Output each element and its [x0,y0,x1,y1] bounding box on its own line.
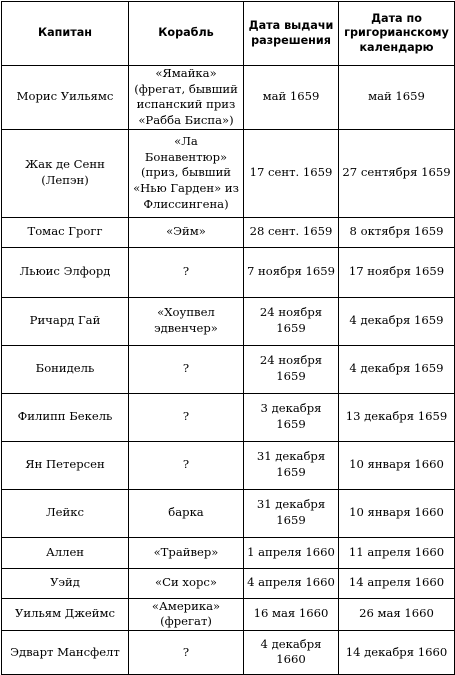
header-gregorian-date: Дата по григорианскому календарю [339,2,455,66]
header-issue-date: Дата выдачи разрешения [244,2,339,66]
ship-cell: «Хоупвел эдвенчер» [129,297,244,345]
table-row [2,345,455,393]
gregorian-date-cell: 13 декабря 1659 [339,393,455,441]
header-captain: Капитан [2,2,129,66]
table-row [2,568,455,598]
table-row [2,441,455,489]
captain-cell: Морис Уильямс [2,66,129,130]
issue-date-cell: 17 сент. 1659 [244,129,339,217]
gregorian-date-cell: 10 января 1660 [339,441,455,489]
captain-cell: Эдварт Мансфелт [2,630,129,674]
gregorian-date-cell: 17 ноября 1659 [339,247,455,297]
ship-cell: ? [129,393,244,441]
captain-cell: Филипп Бекель [2,393,129,441]
ship-cell: «Ямайка» (фрегат, бывший испанский приз «Рабба Биспа») [129,66,244,130]
issue-date-cell: 3 декабря 1659 [244,393,339,441]
issue-date-cell: 1 апреля 1660 [244,537,339,568]
gregorian-date-cell: 8 октября 1659 [339,217,455,247]
issue-date-cell: 24 ноября 1659 [244,297,339,345]
issue-date-cell: 16 мая 1660 [244,598,339,630]
table-row [2,217,455,247]
table-row [2,297,455,345]
header-row [2,2,455,66]
gregorian-date-cell: 4 декабря 1659 [339,297,455,345]
table-row [2,598,455,630]
captain-cell: Бонидель [2,345,129,393]
ship-cell: ? [129,441,244,489]
issue-date-cell: 28 сент. 1659 [244,217,339,247]
gregorian-date-cell: 27 сентября 1659 [339,129,455,217]
table-row [2,247,455,297]
gregorian-date-cell: 4 декабря 1659 [339,345,455,393]
issue-date-cell: май 1659 [244,66,339,130]
ship-cell: «Эйм» [129,217,244,247]
gregorian-date-cell: 14 декабря 1660 [339,630,455,674]
captain-cell: Аллен [2,537,129,568]
ship-cell: «Си хорс» [129,568,244,598]
gregorian-date-cell: май 1659 [339,66,455,130]
captain-cell: Томас Грогг [2,217,129,247]
table-row [2,66,455,130]
ship-cell: ? [129,345,244,393]
issue-date-cell: 24 ноября 1659 [244,345,339,393]
ship-cell: ? [129,247,244,297]
ship-cell: ? [129,630,244,674]
gregorian-date-cell: 26 мая 1660 [339,598,455,630]
privateer-commissions-table [1,1,455,675]
header-ship: Корабль [129,2,244,66]
gregorian-date-cell: 10 января 1660 [339,489,455,537]
ship-cell: «Америка» (фрегат) [129,598,244,630]
captain-cell: Уэйд [2,568,129,598]
captain-cell: Жак де Сенн (Лепэн) [2,129,129,217]
captain-cell: Льюис Элфорд [2,247,129,297]
ship-cell: «Ла Бонавентюр» (приз, бывший «Нью Гарден» из Флиссингена) [129,129,244,217]
table-row [2,129,455,217]
issue-date-cell: 31 декабря 1659 [244,441,339,489]
table-row [2,630,455,674]
ship-cell: барка [129,489,244,537]
issue-date-cell: 4 апреля 1660 [244,568,339,598]
captain-cell: Ян Петерсен [2,441,129,489]
issue-date-cell: 4 декабря 1660 [244,630,339,674]
captain-cell: Лейкс [2,489,129,537]
gregorian-date-cell: 14 апреля 1660 [339,568,455,598]
captain-cell: Ричард Гай [2,297,129,345]
table-row [2,393,455,441]
table-row [2,489,455,537]
table-row [2,537,455,568]
issue-date-cell: 31 декабря 1659 [244,489,339,537]
ship-cell: «Трайвер» [129,537,244,568]
issue-date-cell: 7 ноября 1659 [244,247,339,297]
captain-cell: Уильям Джеймс [2,598,129,630]
gregorian-date-cell: 11 апреля 1660 [339,537,455,568]
